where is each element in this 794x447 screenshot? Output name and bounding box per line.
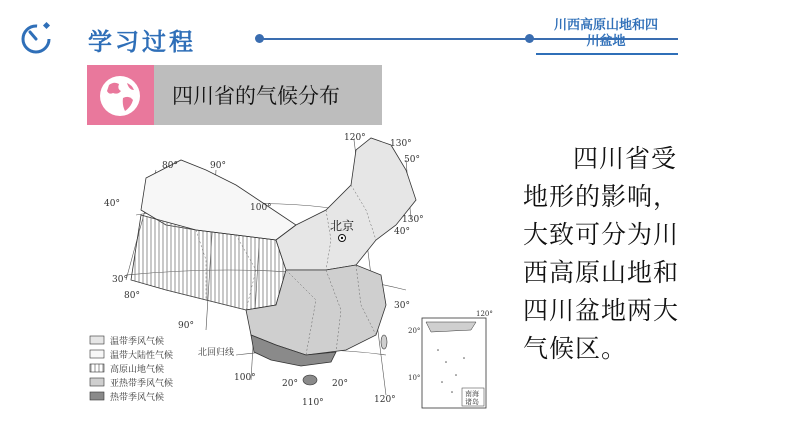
lat-label: 20° — [332, 379, 348, 389]
lat-label: 50° — [404, 155, 420, 165]
legend-label: 热带季风气候 — [110, 393, 165, 403]
region-temperate-monsoon — [276, 138, 416, 270]
lon-label: 130° — [390, 139, 412, 149]
legend-swatch — [90, 350, 104, 358]
topic-underline — [536, 53, 678, 55]
map-legend — [90, 335, 173, 403]
lat-label: 40° — [394, 227, 410, 237]
legend-label: 亚热带季风气候 — [110, 379, 174, 389]
lon-label: 90° — [210, 161, 226, 171]
legend-swatch — [90, 364, 104, 372]
lat-label: 20° — [282, 379, 298, 389]
page-title: 学习过程 — [88, 28, 196, 56]
lon-label: 120° — [374, 395, 396, 405]
south-china-sea-inset — [408, 310, 493, 408]
region-hainan — [303, 375, 317, 385]
inset-label: 南海 — [465, 390, 479, 398]
inset-lat-label: 20° — [408, 327, 421, 335]
lat-label: 30° — [112, 275, 128, 285]
legend-label: 温带季风气候 — [110, 337, 165, 347]
lon-label: 100° — [234, 373, 256, 383]
inset-lat-label: 10° — [408, 374, 421, 382]
header-divider-dot — [525, 34, 534, 43]
lon-label: 80° — [124, 291, 140, 301]
legend-swatch — [90, 336, 104, 344]
timer-logo-icon — [18, 20, 54, 56]
inset-label: 诸岛 — [465, 398, 479, 406]
lon-label: 120° — [344, 133, 366, 143]
tropic-label: 北回归线 — [198, 348, 235, 358]
legend-label: 高原山地气候 — [110, 365, 165, 375]
lon-label: 100° — [250, 203, 272, 213]
globe-icon — [87, 65, 154, 125]
lon-label: 90° — [178, 321, 194, 331]
topic-label-line1: 川西高原山地和四 — [553, 18, 658, 33]
climate-map — [86, 130, 498, 412]
lat-label: 30° — [394, 301, 410, 311]
header-divider-dot — [255, 34, 264, 43]
inset-lon-label: 120° — [476, 310, 493, 318]
lon-label: 80° — [162, 161, 178, 171]
topic-label — [536, 18, 676, 52]
legend-swatch — [90, 392, 104, 400]
lon-label: 110° — [302, 398, 324, 408]
lat-label: 40° — [104, 199, 120, 209]
legend-swatch — [90, 378, 104, 386]
section-title: 四川省的气候分布 — [172, 84, 340, 108]
body-paragraph: 四川省受地形的影响，大致可分为川西高原山地和四川盆地两大气候区。 — [523, 144, 680, 363]
banner-icon-box — [87, 65, 154, 125]
lon-label: 130° — [402, 215, 424, 225]
legend-label: 温带大陆性气候 — [110, 351, 174, 361]
topic-label-line2: 川盆地 — [586, 34, 626, 49]
region-taiwan — [381, 335, 387, 349]
beijing-label: 北京 — [330, 219, 355, 233]
